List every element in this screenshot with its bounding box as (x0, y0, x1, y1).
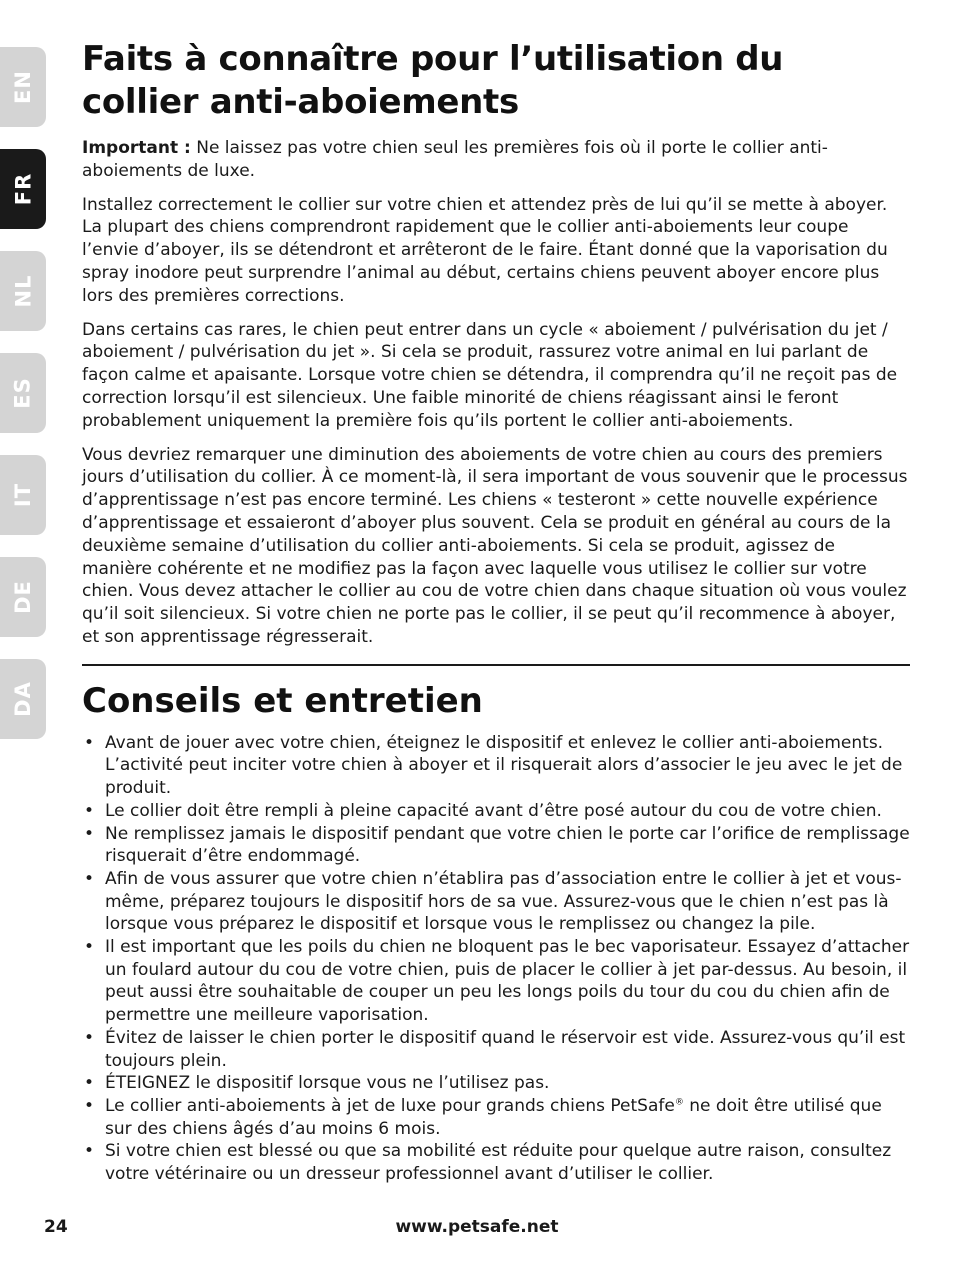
list-item (82, 1140, 910, 1185)
paragraph: Installez correctement le collier sur votre chien et attendez près de lui qu’il se mette à aboyer. La plupart des chiens comprendront rapidement que le collier anti-aboiements leur coupe l’envie d’aboyer, ils se détendront et arrêteront de le faire. Étant donné que la vaporisation du spray inodore peut surprendre l’animal au début, certains chiens peuvent aboyer encore plus lors des premières corrections. (82, 194, 888, 306)
list-item (82, 732, 910, 800)
language-tab-label: DA (11, 681, 35, 717)
important-text: Ne laissez pas votre chien seul les premières fois où il porte le collier anti-aboiements de luxe. (82, 138, 828, 181)
language-tab-en[interactable] (0, 47, 46, 127)
footer-url[interactable]: www.petsafe.net (395, 1217, 559, 1237)
tip-text: Il est important que les poils du chien ne bloquent pas le bec vaporisateur. Essayez d’attacher un foulard autour du cou de votre chien, puis de placer le collier à jet par-dessus. Au besoin, il peut aussi être souhaitable de couper un peu les longs poils du tour du cou du chien afin de permettre une meilleure vaporisation. (105, 937, 910, 1026)
tip-text: Ne remplissez jamais le dispositif pendant que votre chien le porte car l’orifice de remplissage risquerait d’être endommagé. (105, 823, 910, 867)
list-item (82, 868, 910, 936)
section-divider (82, 664, 910, 666)
language-tab-nl[interactable] (0, 251, 46, 331)
language-tab-label: ES (10, 377, 35, 409)
language-tab-label: IT (10, 482, 35, 508)
list-item (82, 1072, 910, 1095)
tip-text: Le collier doit être rempli à pleine capacité avant d’être posé autour du cou de votre chien. (105, 800, 882, 821)
tip-text-part: Le collier anti-aboiements à jet de luxe pour grands chiens PetSafe (105, 1095, 675, 1116)
tip-text: Avant de jouer avec votre chien, éteignez le dispositif et enlevez le collier anti-aboiements. L’activité peut inciter votre chien à aboyer et il risquerait alors d’associer le jeu avec le jet de produit. (105, 732, 903, 799)
list-item (82, 936, 910, 1027)
paragraph: Vous devriez remarquer une diminution des aboiements de votre chien au cours des premiers jours d’utilisation du collier. À ce moment-là, il sera important de vous souvenir que le processus d’apprentissage n’est pas encore terminé. Les chiens « testeront » cette nouvelle expérience d’apprentissage et essaieront d’aboyer plus souvent. Cela se produit en général au cours de la deuxième semaine d’utilisation du collier anti-aboiements. Si cela se produit, agissez de manière cohérente et ne modifiez pas la façon avec laquelle vous utilisez le collier sur votre chien. Vous devez attacher le collier au cou de votre chien dans chaque situation où vous voulez qu’il soit silencieux. Si votre chien ne porte pas le collier, il se peut qu’il recommence à aboyer, et son apprentissage régresserait. (82, 444, 908, 647)
paragraph: Dans certains cas rares, le chien peut entrer dans un cycle « aboiement / pulvérisation du jet / aboiement / pulvérisation du jet ». Si cela se produit, rassurez votre animal en lui parlant de façon calme et apaisante. Lorsque votre chien se détendra, il comprendra qu’il ne reçoit pas de correction lorsqu’il est silencieux. Une faible minorité de chiens réagissant ainsi le feront probablement uniquement la première fois qu’ils portent le collier anti-aboiements. (82, 319, 898, 431)
list-item (82, 1095, 910, 1140)
list-item (82, 800, 910, 823)
page-number: 24 (44, 1217, 68, 1237)
tip-text: Évitez de laisser le chien porter le dispositif quand le réservoir est vide. Assurez-vous qu’il est toujours plein. (105, 1027, 906, 1071)
tip-text (105, 1096, 882, 1139)
bullet: • (84, 732, 95, 753)
bullet: • (84, 1095, 95, 1116)
tip-text: ÉTEIGNEZ le dispositif lorsque vous ne l’utilisez pas. (105, 1073, 550, 1094)
registered-mark: ® (674, 1097, 684, 1108)
important-note (82, 137, 910, 183)
bullet: • (84, 1141, 95, 1162)
language-tab-da[interactable] (0, 659, 46, 739)
tip-text: Si votre chien est blessé ou que sa mobilité est réduite pour quelque autre raison, consultez votre vétérinaire ou un dresseur professionnel avant d’utiliser le collier. (105, 1141, 892, 1185)
bullet: • (84, 800, 95, 821)
bullet: • (84, 937, 95, 958)
bullet: • (84, 1073, 95, 1094)
language-tab-label: DE (11, 580, 35, 614)
language-tab-label: FR (10, 172, 35, 206)
language-tab-it[interactable] (0, 455, 46, 535)
list-item (82, 823, 910, 868)
language-tab-de[interactable] (0, 557, 46, 637)
list-item (82, 1027, 910, 1072)
page-content (82, 38, 910, 1186)
section-title: Conseils et entretien (82, 680, 483, 721)
tips-list (82, 732, 910, 1186)
language-tab-label: EN (10, 70, 35, 104)
language-tab-es[interactable] (0, 353, 46, 433)
tip-text: Afin de vous assurer que votre chien n’établira pas d’association entre le collier à jet et vous-même, préparez toujours le dispositif hors de sa vue. Assurez-vous que le chien n’est pas là lorsque vous préparez le dispositif et lorsque vous le remplissez ou changez la pile. (105, 868, 902, 935)
tip-text-part: ne doit être utilisé que sur des chiens âgés d’au moins 6 mois. (105, 1095, 882, 1139)
language-tab-fr[interactable] (0, 149, 46, 229)
language-tab-label: NL (11, 274, 35, 308)
important-label: Important : (82, 138, 191, 158)
page-title: Faits à connaître pour l’utilisation du collier anti-aboiements (82, 39, 784, 122)
bullet: • (84, 868, 95, 889)
bullet: • (84, 823, 95, 844)
bullet: • (84, 1027, 95, 1048)
